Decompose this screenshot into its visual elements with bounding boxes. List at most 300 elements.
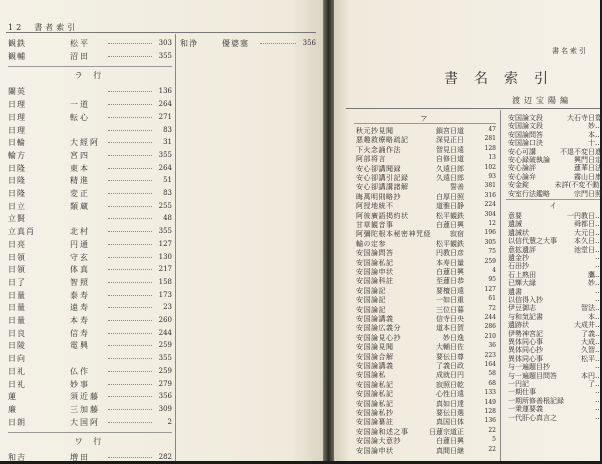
entry-title: 安国論文段 xyxy=(508,122,543,131)
index-entry xyxy=(8,340,172,352)
entry-title: 安心録破執論 xyxy=(508,156,550,164)
entry-author: 宗門日照 xyxy=(574,189,602,198)
entry-title: 晦萬明則略抄 xyxy=(356,192,401,201)
entry-title: 日隆 xyxy=(8,163,26,173)
entry-author: … xyxy=(595,362,602,371)
leader-dots xyxy=(108,142,152,143)
entry-author: 変正 xyxy=(70,189,90,198)
entry-title: 安国論申状 xyxy=(356,268,394,276)
entry-title: 安心卻講聞録 xyxy=(356,164,401,173)
entry-title: 日理 xyxy=(8,125,26,135)
index-entry xyxy=(356,182,496,191)
entry-title: 一円記 xyxy=(508,380,529,388)
entry-page: 264 xyxy=(158,100,172,109)
entry-title: 闌英 xyxy=(8,87,26,97)
entry-page: 128 xyxy=(484,408,496,415)
index-entry xyxy=(8,366,172,378)
entry-title: 日輪 xyxy=(8,138,26,148)
entry-page: 355 xyxy=(158,354,172,363)
entry-title: 日隆 xyxy=(8,189,26,198)
index-entry xyxy=(356,211,496,220)
entry-author: 松平 xyxy=(70,39,90,48)
entry-page: 279 xyxy=(158,379,172,388)
leader-dots xyxy=(108,231,152,232)
entry-title: 以信代慧之大事 xyxy=(508,237,557,246)
entry-author: 道雅日静 xyxy=(436,202,464,211)
entry-author: 霧山日康 xyxy=(574,172,602,181)
entry-page: 259 xyxy=(158,366,172,375)
entry-page: 217 xyxy=(158,265,172,274)
index-entry xyxy=(356,145,496,154)
leader-dots xyxy=(108,457,152,458)
entry-page: 136 xyxy=(484,417,496,425)
leader-dots xyxy=(108,193,152,194)
entry-title: 以信得入抄 xyxy=(508,296,543,304)
entry-author: 寂照日乾 xyxy=(436,380,464,389)
index-entry xyxy=(356,417,496,426)
entry-author: 不退不変日進 xyxy=(560,147,602,156)
entry-author: 日蓮宗道正 xyxy=(429,427,464,436)
entry-title: 阿授地統不 xyxy=(356,202,394,211)
entry-author: 智照 xyxy=(70,277,90,287)
index-entry xyxy=(356,389,496,398)
index-entry xyxy=(8,264,172,276)
leader-dots xyxy=(108,56,152,57)
entry-title: 与一遍題目抄 xyxy=(508,363,550,372)
entry-page: 68 xyxy=(488,379,496,387)
entry-page: 381 xyxy=(484,182,496,190)
entry-title: 遺書 xyxy=(508,287,522,296)
index-entry xyxy=(356,229,496,238)
leader-dots xyxy=(108,320,152,321)
entry-title: 立賢 xyxy=(8,214,26,224)
entry-author: 円教日彦 xyxy=(436,249,464,258)
entry-author: 白厚日照 xyxy=(436,192,464,201)
leader-dots xyxy=(108,345,152,346)
index-entry xyxy=(356,446,496,455)
entry-author: 大石寺日寛 xyxy=(567,114,602,122)
entry-author: 転心 xyxy=(70,112,90,122)
entry-title: 安国論問答 xyxy=(508,130,543,139)
leader-dots xyxy=(108,180,152,181)
entry-page: 130 xyxy=(158,252,172,261)
leader-dots xyxy=(108,43,152,44)
entry-title: 阿彌陀根本秘密神咒経 xyxy=(356,230,431,239)
entry-title: 日隆 xyxy=(8,176,26,186)
entry-title: 観輔 xyxy=(8,51,26,61)
entry-author: 大成… xyxy=(581,338,602,346)
entry-author: 白蓮日興 xyxy=(436,221,464,229)
leader-dots xyxy=(108,117,152,118)
entry-page: 264 xyxy=(158,163,172,172)
entry-title: 遺誡 xyxy=(508,220,522,229)
entry-title: 安国論合解 xyxy=(356,352,394,361)
entry-author: 真国日体 xyxy=(436,418,464,427)
entry-title: 安国論広義分 xyxy=(356,324,401,333)
leader-dots xyxy=(108,130,152,131)
entry-title: 安国論和述之事 xyxy=(356,427,409,436)
index-entry xyxy=(8,99,172,111)
entry-page: 36 xyxy=(488,342,496,350)
entry-author: … xyxy=(595,253,602,261)
entry-title: 安心卻講引記録 xyxy=(356,174,409,182)
entry-title: 安国論私抄 xyxy=(356,409,394,417)
entry-title: 阿彼廣語掲約状 xyxy=(356,211,409,220)
entry-title: 安国論大意抄 xyxy=(356,437,401,446)
entry-title: 輪方 xyxy=(8,150,26,160)
entry-page: 72 xyxy=(488,304,496,312)
leader-dots xyxy=(108,422,152,423)
entry-author: 一如日重 xyxy=(436,296,464,305)
entry-title: 安国論記 xyxy=(356,305,386,314)
entry-title: 伊豆御志 xyxy=(508,304,536,313)
entry-page: 355 xyxy=(158,51,172,60)
entry-title: 安国論申状 xyxy=(356,446,394,455)
entry-page: 83 xyxy=(163,125,172,134)
entry-page: 355 xyxy=(158,150,172,159)
right-page xyxy=(334,0,600,461)
entry-page: 282 xyxy=(158,453,172,462)
leader-dots xyxy=(108,282,152,283)
entry-page: 2 xyxy=(167,417,172,426)
entry-author: … xyxy=(595,286,602,295)
entry-author: 久智… xyxy=(581,346,602,355)
entry-page: 136 xyxy=(158,87,172,96)
entry-title: 安国論私記 xyxy=(356,380,394,389)
entry-title: 観鉄 xyxy=(8,39,26,48)
entry-page: 260 xyxy=(158,316,172,324)
running-head-title: 書者索引 xyxy=(34,23,79,32)
entry-title: 日領 xyxy=(8,252,26,262)
entry-title: 日了 xyxy=(8,277,26,287)
entry-page: 303 xyxy=(158,39,172,47)
entry-page: 5 xyxy=(492,436,496,444)
entry-title: 安国論講義 xyxy=(356,315,394,323)
entry-author: 東本 xyxy=(70,163,90,173)
entry-title: 伊勢神宮記 xyxy=(508,329,543,338)
entry-page: 48 xyxy=(163,214,172,223)
entry-page: 309 xyxy=(158,404,172,413)
entry-title: 阿部将言 xyxy=(356,155,386,164)
entry-page: 271 xyxy=(158,112,172,121)
entry-author: 三加藤 xyxy=(70,404,100,414)
entry-title: 安国論私 xyxy=(356,371,386,380)
entry-title: 日量 xyxy=(8,290,26,300)
index-entry xyxy=(8,353,172,365)
index-entry xyxy=(8,239,172,251)
leader-dots xyxy=(260,43,296,44)
entry-page: 316 xyxy=(484,191,496,199)
entry-title: 安国論口決 xyxy=(508,139,543,148)
index-entry xyxy=(356,342,496,351)
entry-author: 本寿日量 xyxy=(436,258,464,267)
entry-title: 安国論記 xyxy=(356,286,386,295)
entry-title: 遺誡状 xyxy=(508,228,529,237)
index-entry xyxy=(8,226,172,238)
entry-page: 61 xyxy=(488,295,496,303)
entry-page: 196 xyxy=(484,229,496,237)
entry-page: 128 xyxy=(484,144,496,152)
entry-author: 類蔵 xyxy=(70,201,90,211)
entry-page: 255 xyxy=(158,201,172,210)
entry-title: 異体同心事 xyxy=(508,338,543,346)
index-entry xyxy=(356,408,496,417)
leader-dots xyxy=(108,155,152,156)
column-rule xyxy=(500,110,501,461)
entry-author: 妙事 xyxy=(70,379,90,389)
entry-page: 127 xyxy=(158,239,172,248)
entry-title: 安心可講 xyxy=(508,147,536,156)
section-rule xyxy=(354,123,496,124)
entry-page: 158 xyxy=(158,277,172,286)
entry-page: 47 xyxy=(488,126,496,133)
entry-title: 遺金抄 xyxy=(508,254,529,262)
leader-dots xyxy=(108,333,152,334)
entry-page: 173 xyxy=(158,290,172,299)
entry-title: 悪趣救療略疏記 xyxy=(356,136,409,145)
entry-title: 安国論私記 xyxy=(356,399,394,408)
entry-author: 要檀日遠 xyxy=(436,286,464,295)
entry-page: 51 xyxy=(163,176,172,185)
entry-page: 102 xyxy=(484,163,496,171)
index-entry xyxy=(8,125,172,137)
index-entry xyxy=(8,328,172,340)
entry-page: 31 xyxy=(163,138,172,147)
section-rule xyxy=(8,432,172,433)
index-entry xyxy=(8,51,172,63)
entry-author: 一円教日… xyxy=(567,212,602,220)
entry-title: 日礼 xyxy=(8,366,26,376)
entry-page: 12 xyxy=(488,220,496,227)
entry-author: 精進 xyxy=(70,176,90,186)
index-entry xyxy=(356,333,496,342)
index-entry xyxy=(8,188,172,200)
entry-author: 十… xyxy=(588,139,602,148)
index-entry xyxy=(356,305,496,314)
index-entry xyxy=(8,163,172,175)
entry-author: 妙日逸 xyxy=(443,333,464,342)
entry-title: 安国論私記 xyxy=(356,390,394,399)
entry-title: 廉 xyxy=(8,404,17,414)
index-entry xyxy=(356,173,496,182)
entry-author: 松平… xyxy=(581,354,602,363)
index-entry xyxy=(356,126,496,135)
entry-author: … xyxy=(595,404,602,413)
index-entry xyxy=(356,352,496,361)
entry-author: 道本日賀 xyxy=(436,324,464,333)
entry-title: 一期所修善根記録 xyxy=(508,396,564,405)
entry-author: 大成井… xyxy=(574,321,602,330)
entry-author: 了… xyxy=(588,380,602,388)
index-entry xyxy=(508,189,602,198)
entry-page: 305 xyxy=(484,238,496,246)
entry-author: 池堂日… xyxy=(574,245,602,254)
index-entry xyxy=(8,290,172,302)
index-entry xyxy=(8,201,172,213)
section-rule xyxy=(506,199,600,200)
entry-author: 真如日達 xyxy=(436,399,464,408)
index-entry xyxy=(356,427,496,436)
entry-page: 4 xyxy=(492,267,496,274)
entry-title: 安国論科註 xyxy=(356,277,394,286)
index-entry xyxy=(356,201,496,210)
entry-page: 304 xyxy=(484,210,496,218)
index-entry xyxy=(180,38,316,50)
index-entry xyxy=(8,38,172,50)
compiler-credit: 渡辺宝陽編 xyxy=(512,96,572,105)
entry-author: 本寿 xyxy=(70,316,90,325)
entry-author: 守玄 xyxy=(70,252,90,262)
entry-author: 三位日暮 xyxy=(436,305,464,314)
entry-page: 244 xyxy=(484,314,496,321)
entry-title: 甘草観音事 xyxy=(356,221,394,229)
entry-title: 安国論私記 xyxy=(356,258,394,267)
entry-page: 13 xyxy=(488,154,496,162)
index-entry xyxy=(356,295,496,304)
section-heading: イ xyxy=(549,202,557,210)
entry-page: 149 xyxy=(484,398,496,406)
entry-author: 一道 xyxy=(70,100,90,110)
entry-author: 本円… xyxy=(581,371,602,380)
section-heading: ワ 行 xyxy=(74,437,106,447)
entry-title: 日良 xyxy=(8,328,26,338)
entry-author: 増田 xyxy=(70,453,90,463)
index-entry xyxy=(8,137,172,149)
index-entry xyxy=(356,436,496,445)
entry-page: 75 xyxy=(488,248,496,256)
entry-author: 寂宿 xyxy=(450,230,464,239)
entry-title: 安国論文段 xyxy=(508,114,543,122)
leader-dots xyxy=(108,358,152,359)
index-entry xyxy=(8,150,172,162)
index-entry xyxy=(8,86,172,98)
entry-author: 成就日円 xyxy=(436,371,464,380)
entry-title: 日礼 xyxy=(8,379,26,389)
section-heading: ア xyxy=(420,115,428,123)
entry-title: 已輝大縁 xyxy=(508,279,536,288)
entry-title: 安国論講義 xyxy=(356,362,394,370)
entry-author: 信寿 xyxy=(70,328,90,338)
entry-author: 円通 xyxy=(70,239,90,249)
index-entry xyxy=(356,248,496,257)
index-entry xyxy=(356,135,496,144)
entry-page: 93 xyxy=(488,173,496,180)
entry-title: 安国論見聞 xyxy=(356,343,394,352)
index-entry xyxy=(356,192,496,201)
index-entry xyxy=(8,302,172,314)
entry-author: … xyxy=(595,412,602,421)
entry-title: 安金錠 xyxy=(508,181,529,190)
entry-author: 了義日政 xyxy=(436,362,464,370)
entry-author: 体真 xyxy=(70,265,90,275)
entry-author: 白蓮日興 xyxy=(436,437,464,446)
entry-title: 安国論見心抄 xyxy=(356,333,401,342)
entry-page: 58 xyxy=(488,370,496,378)
entry-page: 356 xyxy=(302,39,316,47)
entry-author: 遠寿 xyxy=(70,303,90,313)
entry-page: 210 xyxy=(484,332,496,340)
entry-author: 仏作 xyxy=(70,366,90,376)
index-entry xyxy=(356,361,496,370)
entry-title: 異体同心抄 xyxy=(508,346,543,355)
entry-author: 鷹… xyxy=(588,270,602,279)
entry-author: … xyxy=(595,395,602,404)
section-rule xyxy=(8,66,172,67)
entry-author: 久遠日郎 xyxy=(436,164,464,173)
leader-dots xyxy=(108,409,152,410)
entry-author: 蓮華日法 xyxy=(574,164,602,173)
entry-title: 日理 xyxy=(8,100,26,110)
entry-title: 一期仕事 xyxy=(508,388,536,397)
entry-title: 蓮 xyxy=(8,392,17,402)
leader-dots xyxy=(108,244,152,245)
index-entry xyxy=(8,252,172,264)
entry-author: 白蓮日興 xyxy=(436,268,464,276)
index-entry xyxy=(8,277,172,289)
entry-author: 心性日遠 xyxy=(436,390,464,399)
index-entry xyxy=(356,323,496,332)
entry-page: 164 xyxy=(484,361,496,368)
leader-dots xyxy=(108,104,152,105)
entry-page: 95 xyxy=(488,276,496,284)
entry-author: 大輔日佐 xyxy=(436,343,464,352)
entry-title: 和浄 xyxy=(180,39,198,48)
index-entry xyxy=(8,213,172,225)
index-title: 書名索引 xyxy=(444,71,564,87)
entry-author: 妙… xyxy=(588,122,602,131)
column-rule xyxy=(175,34,176,461)
entry-author: 本… xyxy=(588,312,602,321)
entry-title: 和吉 xyxy=(8,453,26,463)
index-entry xyxy=(356,276,496,285)
index-entry xyxy=(8,175,172,187)
leader-dots xyxy=(108,269,152,270)
entry-author: … xyxy=(595,261,602,270)
entry-author: 要伝日選 xyxy=(436,409,464,417)
entry-author: 久遠日郎 xyxy=(436,174,464,182)
entry-title: 安国論纂註 xyxy=(356,418,394,427)
entry-title: 日朗 xyxy=(8,417,26,427)
entry-page: 23 xyxy=(163,303,172,312)
entry-author: 大元日… xyxy=(574,228,602,237)
entry-title: 一代肝心真言之 xyxy=(508,413,557,422)
page-number: 12 xyxy=(8,23,25,32)
entry-title: 安国論記 xyxy=(356,296,386,305)
index-entry xyxy=(8,404,172,416)
entry-title: 輸の定参 xyxy=(356,239,386,248)
index-entry xyxy=(8,379,172,391)
index-entry xyxy=(356,164,496,173)
entry-author: 自修日道 xyxy=(436,155,464,164)
entry-title: 下火念誦作法 xyxy=(356,145,401,154)
running-head: 書名索引 xyxy=(552,47,588,55)
index-entry xyxy=(356,220,496,229)
entry-title: 与一遍題目問答 xyxy=(508,371,557,380)
entry-page: 223 xyxy=(484,351,496,359)
entry-title: 日亮 xyxy=(8,239,26,249)
entry-title: 日理 xyxy=(8,112,26,122)
entry-page: 259 xyxy=(158,341,172,350)
leader-dots xyxy=(108,396,152,397)
entry-page: 83 xyxy=(163,189,172,197)
entry-author: 泰寿 xyxy=(70,290,90,300)
entry-author: 北村 xyxy=(70,227,90,237)
entry-author: 未詳(不変不動) xyxy=(554,181,602,190)
entry-title: 日立 xyxy=(8,201,26,211)
entry-title: 意要 xyxy=(508,212,522,220)
entry-page: 355 xyxy=(158,227,172,236)
entry-author: 本… xyxy=(588,130,602,139)
